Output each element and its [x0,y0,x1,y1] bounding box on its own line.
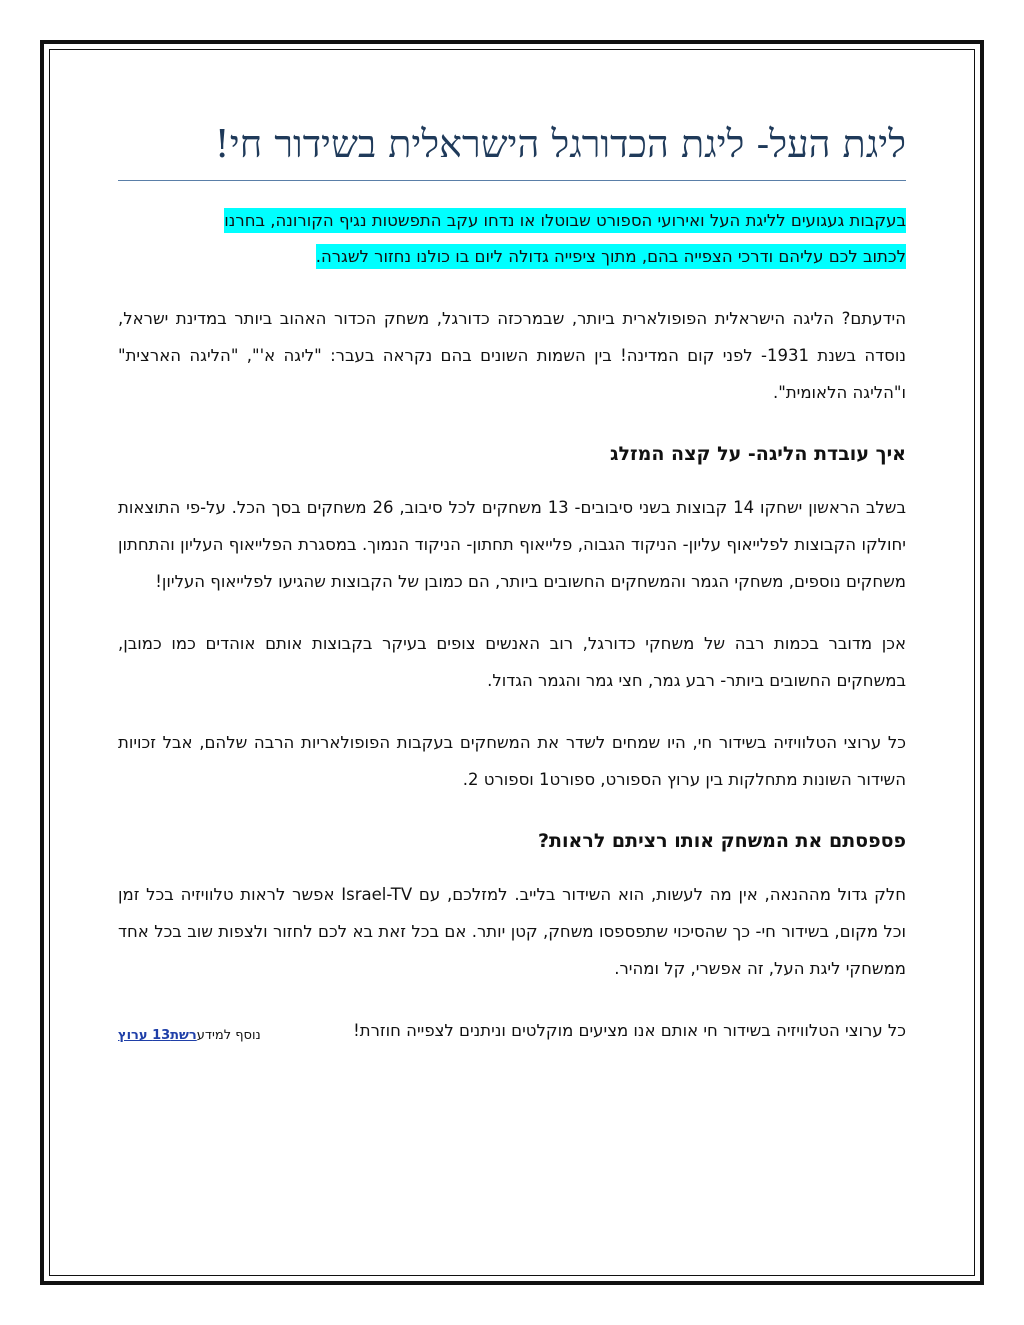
more-info-line [118,1028,261,1043]
heading-missed-game: פספסתם את המשחק אותו רציתם לראות? [538,830,906,852]
document-title: ליגת העל- ליגת הכדורגל הישראלית בשידור חי! [118,120,906,181]
paragraph-channels: כל ערוצי הטלוויזיה בשידור חי, היו שמחים לשדר את המשחקים בעקבות הפופולאריות הרבה שלהם, אבל זכויות השידור השונות מתחלקות בין ערוץ הספורט, ספורט1 וספורט 2. [118,733,906,789]
document-body [118,120,906,1049]
channel13-link[interactable]: רשת13 ערוץ [118,1028,197,1043]
heading-how-league-works: איך עובדת הליגה- על קצה המזלג [610,443,906,465]
intro-highlight-line-1: בעקבות געגועים לליגת העל ואירועי הספורט שבוטלו או נדחו עקב התפשטות נגיף הקורונה, בחרנו [224,208,906,233]
paragraph-history: הידעתם? הליגה הישראלית הפופולארית ביותר, שבמרכזה כדורגל, משחק הכדור האהוב ביותר במדינת ישראל, נוסדה בשנת 1931- לפני קום המדינה! בין השמות השונים בהם נקראה בעבר: "ליגה א'", "הליגה הארצית" ו"הליגה הלאומית". [118,309,906,402]
intro-highlight-line-2: לכתוב לכם עליהם ודרכי הצפייה בהם, מתוך ציפייה גדולה ליום בו כולנו נחזור לשגרה. [316,244,906,269]
paragraph-recorded: כל ערוצי הטלוויזיה בשידור חי אותם אנו מציעים מוקלטים וניתנים לצפייה חוזרת! [353,1021,906,1040]
paragraph-israel-tv: חלק גדול מההנאה, אין מה לעשות, הוא השידור בלייב. למזלכם, עם Israel-TV אפשר לראות טלוויזיה בכל זמן וכל מקום, בשידור חי- כך שהסיכוי שתפספסו משחק, קטן יותר. אם בכל זאת בא לכם לחזור ולצפות שוב בכל אחד ממשחקי ליגת העל, זה אפשרי, קל ומהיר. [118,885,906,978]
paragraph-format: בשלב הראשון ישחקו 14 קבוצות בשני סיבובים- 13 משחקים לכל סיבוב, 26 משחקים בסך הכל. על-פי התוצאות יחולקו הקבוצות לפלייאוף עליון- הניקוד הגבוה, פלייאוף תחתון- הניקוד הנמוך. במסגרת הפלייאוף העליון והתחתון משחקים נוספים, משחקי הגמר והמשחקים החשובים ביותר, הם כמובן של הקבוצות שהגיעו לפלייאוף העליון! [118,498,907,591]
more-info-text: נוסף למידע [196,1028,261,1043]
intro-highlighted [118,203,906,275]
paragraph-viewers: אכן מדובר בכמות רבה של משחקי כדורגל, רוב האנשים צופים בעיקר בקבוצות אותם אוהדים כמו כמובן, במשחקים החשובים ביותר- רבע גמר, חצי גמר והגמר הגדול. [118,634,906,690]
